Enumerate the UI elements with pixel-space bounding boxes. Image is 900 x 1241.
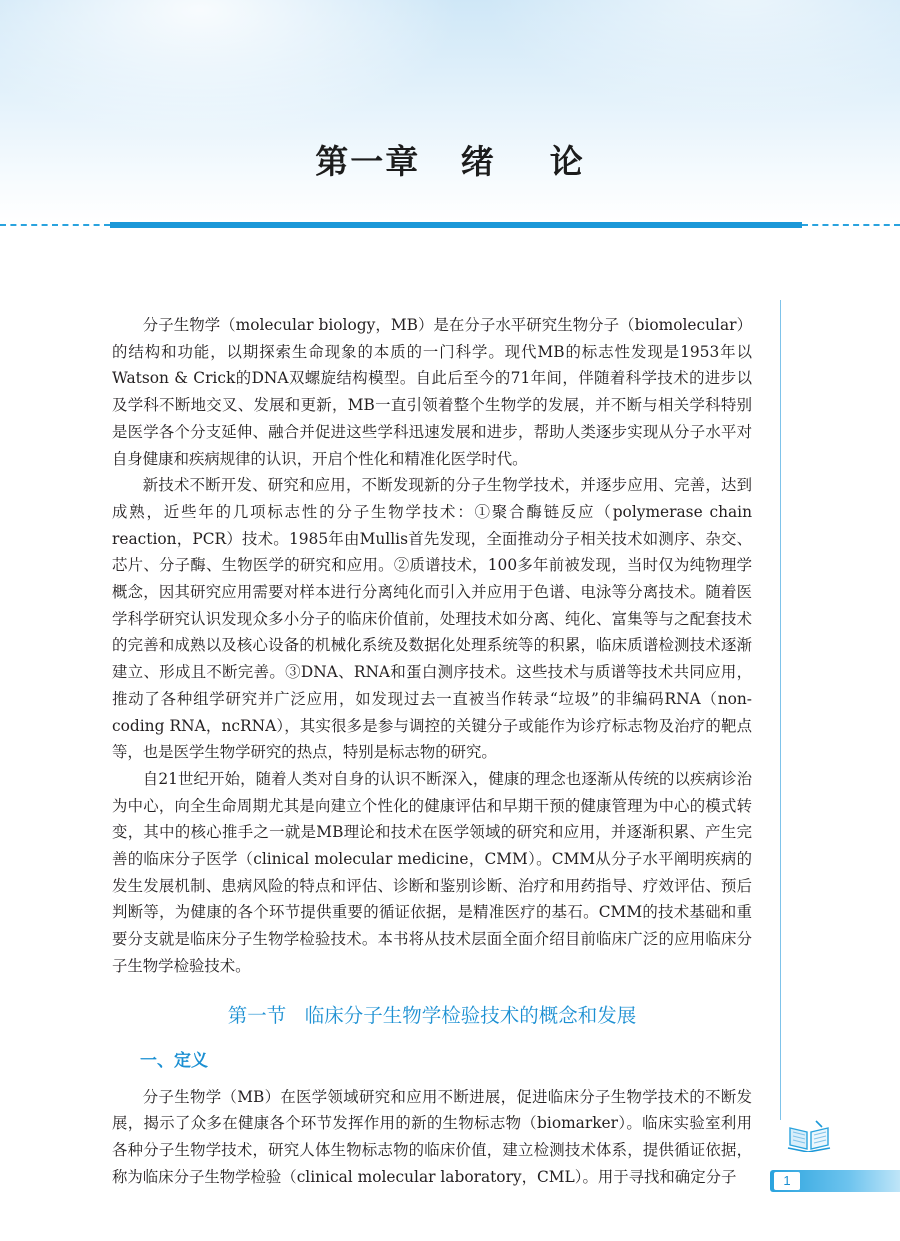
paragraph-clinical-molecular-medicine: 自21世纪开始，随着人类对自身的认识不断深入，健康的理念也逐渐从传统的以疾病诊治为中心，向全生命周期尤其是向建立个性化的健康评估和早期干预的健康管理为中心的模式转变，其中的核心推手之一就是MB理论和技术在医学领域的研究和应用，并逐渐积累、产生完善的临床分子医学（clinical molecular medicine，CMM）。CMM从分子水平阐明疾病的发生发展机制、患病风险的特点和评估、诊断和鉴别诊断、治疗和用药指导、疗效评估、预后判断等，为健康的各个环节提供重要的循证依据，是精准医疗的基石。CMM的技术基础和重要分支就是临床分子生物学检验技术。本书将从技术层面全面介绍目前临床广泛的应用临床分子生物学检验技术。	[112, 769, 752, 975]
paragraph-intro: 分子生物学（molecular biology，MB）是在分子水平研究生物分子（biomolecular）的结构和功能，以期探索生命现象的本质的一门科学。现代MB的标志性发现是1953年以Watson & Crick的DNA双螺旋结构模型。自此后至今的71年间，伴随着科学技术的进步以及学科不断地交叉、发展和更新，MB一直引领着整个生物学的发展，并不断与相关学科特别是医学各个分支延伸、融合并促进这些学科迅速发展和进步，帮助人类逐步实现从分子水平对自身健康和疾病规律的认识，开启个性化和精准化医学时代。	[112, 316, 752, 468]
page-number: 1	[774, 1172, 800, 1190]
paragraph-technologies: 新技术不断开发、研究和应用，不断发现新的分子生物学技术，并逐步应用、完善，达到成熟，近些年的几项标志性的分子生物学技术：①聚合酶链反应（polymerase chain reaction，PCR）技术。1985年由Mullis首先发现，全面推动分子相关技术如测序、杂交、芯片、分子酶、生物医学的研究和应用。②质谱技术，100多年前被发现，当时仅为纯物理学概念，因其研究应用需要对样本进行分离纯化而引入并应用于色谱、电泳等分离技术。随着医学科学研究认识发现众多小分子的临床价值前，处理技术如分离、纯化、富集等与之配套技术的完善和成熟以及核心设备的机械化系统及数据化处理系统等的积累，临床质谱检测技术逐渐建立、形成且不断完善。③DNA、RNA和蛋白测序技术。这些技术与质谱等技术共同应用，推动了各种组学研究并广泛应用，如发现过去一直被当作转录“垃圾”的非编码RNA（non-coding RNA，ncRNA），其实很多是参与调控的关键分子或能作为诊疗标志物及治疗的靶点等，也是医学生物学研究的热点，特别是标志物的研究。	[112, 476, 752, 762]
header-dashed-rule-left	[0, 224, 110, 226]
chapter-banner	[0, 0, 900, 222]
banner-highlight-right	[480, 0, 900, 120]
section-title: 第一节 临床分子生物学检验技术的概念和发展	[227, 1003, 637, 1027]
paragraph-definition: 分子生物学（MB）在医学领域研究和应用不断进展，促进临床分子生物学技术的不断发展，揭示了众多在健康各个环节发挥作用的新的生物标志物（biomarker）。临床实验室利用各种分子生物学技术，研究人体生物标志物的临床价值，建立检测技术体系，提供循证依据，称为临床分子生物学检验（clinical molecular laboratory，CML）。用于寻找和确定分子	[112, 1087, 752, 1186]
subsection-title: 一、定义	[140, 1050, 208, 1071]
header-dashed-rule-right	[802, 224, 900, 226]
margin-rule	[780, 300, 781, 1120]
chapter-title: 第一章 绪 论	[315, 142, 585, 181]
open-book-icon	[786, 1118, 832, 1152]
header-rule-bar	[110, 222, 802, 228]
body-text	[112, 312, 752, 1190]
banner-highlight	[0, 0, 460, 140]
